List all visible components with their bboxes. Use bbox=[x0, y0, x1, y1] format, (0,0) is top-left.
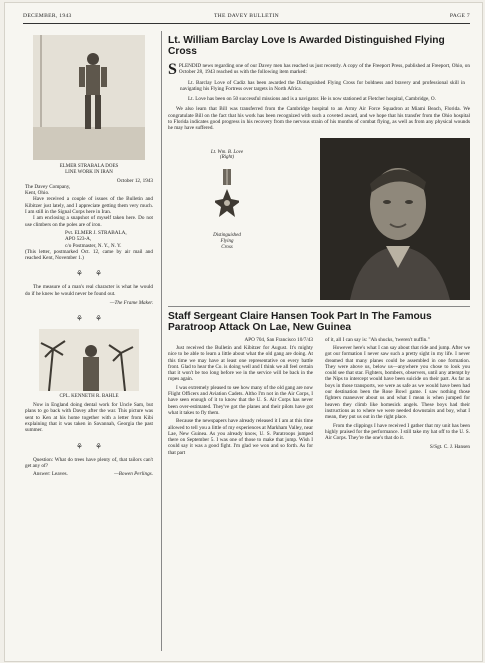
hansen-dateline: APO 704, San Francisco 10/7/43 bbox=[244, 336, 313, 343]
right-column bbox=[168, 35, 470, 456]
ornament-divider-3: ⚘⚘ bbox=[75, 441, 115, 451]
hansen-signature: S/Sgt. C. J. Hansen bbox=[429, 444, 470, 451]
character-quote: The measure of a man's real character is what he would do if he knew he would never be found out. bbox=[25, 284, 153, 297]
portrait-illustration bbox=[320, 138, 470, 300]
love-caption-block bbox=[168, 150, 286, 251]
hansen-article-title: Staff Sergeant Claire Hansen Took Part In The Famous Paratroop Attack On Lae, New Guinea bbox=[168, 310, 432, 333]
love-paragraph-4: We also learn that Bill was transferred from the Cambridge hospital to an Army Air Force Squadron at Miami Beach, Florida. We congratulate Bill on the fact that his work has been recognized with such a coveted award, and we hope that his transfer from the Ohio hospital to Florida indicates good progress in his recovery from the nervous strain of his months of combat flying, as well as from any physical wounds he may have suffered. bbox=[168, 106, 470, 132]
letter-body-2: I am enclosing a snapshot of myself taken here. Do not use climbers on the poles are of iron. bbox=[25, 215, 153, 228]
strabala-photo bbox=[33, 35, 145, 160]
hansen-column-2 bbox=[325, 337, 470, 456]
hansen-article bbox=[168, 306, 470, 456]
strabala-caption-line1: ELMER STRABALA DOES bbox=[59, 164, 119, 169]
soldier-palms-illustration bbox=[39, 329, 139, 391]
hansen-paragraph-2: I was extremely pleased to see how many of the old gang are now Flight Officers and Aviation Cadets. Altho I'm not in the Air Corps, I have seen enough of it to know that the U. S. Air Corps has never been over-estimated. They've got the planes and their pilots have got what it takes to fly them. bbox=[168, 384, 313, 416]
ornament-divider-2: ⚘⚘ bbox=[75, 314, 115, 324]
hansen-paragraph-5: However here's what I can say about that ride and jump. After we got our formation I never saw such a pretty sight in my life. I never dreamed that many planes could be assembled in one formation. They were above us, below us—anywhere you chose to look you could see that star. Fighters, bombers, observers, until any attempt by the Nips to intercept would have been suicide on their part. As far as boys in those transports, we were as safe as we would have been had our destination been the Rose Bowl game. I saw nothing those fighters maneuver about us and what I mean is when jumped for heaven they climb like homesick angels. These boys had their instructions as to where we were needed downstairs and boy, what I mean, they put us out in the right place. bbox=[325, 344, 470, 421]
letter-body: Have received a couple of issues of the Bulletin and Kibitzer just lately, and I appreciate getting them very much. I am still in the Signal Corps here in Iran. bbox=[25, 196, 153, 216]
medal-caption-1: Distinguished bbox=[213, 233, 241, 239]
ornament-divider: ⚘⚘ bbox=[75, 269, 115, 279]
love-article-body bbox=[168, 63, 470, 132]
love-article-title: Lt. William Barclay Love Is Awarded Distinguished Flying Cross bbox=[168, 35, 445, 57]
hansen-paragraph-3: Because the newspapers have already released it I am at this time allowed to tell you a little of my experiences at Markham Valley, near Lae, New Guinea. As you already know, U. S. Paratroops jumped there on September 5. I was one of those to make that jump. Wish I could say it was a good fight. I'm glad we won and so forth. As for that part bbox=[168, 418, 313, 456]
hansen-paragraph-4: of it, all I can say is: "Ah shucks, 'tweren't nuffin." bbox=[325, 336, 430, 343]
letter-note: (This letter, postmarked Oct. 12, came by air mail and reached Kent, November 1.) bbox=[25, 248, 153, 262]
running-header bbox=[23, 13, 470, 23]
love-photo-caption-name: Lt. Wm. B. Love bbox=[210, 149, 244, 155]
bahle-photo bbox=[39, 329, 139, 391]
hansen-paragraph-6: From the clippings I have received I gather that my unit has been highly praised for the performance. I still take my hat off to the U. S. Air Corps. They're the one's that do it. bbox=[325, 422, 470, 442]
header-page-number: PAGE 7 bbox=[449, 13, 470, 19]
left-column bbox=[25, 35, 153, 478]
letter-sign-name: Pvt. ELMER J. STRABALA, bbox=[65, 229, 127, 236]
love-paragraph-1: PLENDID news regarding one of our Davey men has reached us just recently. A copy of the Freeport Press, published at Freeport, Ohio, on October 28, 1943 reached us with the following item marked: bbox=[178, 63, 470, 76]
love-quote-2: Lt. Love has been on 50 successful missions and is a navigator. He is now stationed at Fletcher hospital, Cambridge, O. bbox=[188, 96, 436, 103]
soldier-figure-illustration bbox=[33, 35, 145, 160]
header-title: THE DAVEY BULLETIN bbox=[213, 13, 280, 19]
medal-caption-2: Flying bbox=[220, 239, 234, 245]
riddle-question: Question: What do trees have plenty of, that tailors can't get any of? bbox=[25, 456, 153, 469]
bahle-description: Now in England doing dental work for Uncle Sam, but plans to go back with Davey after the war. This picture was sent to Ken at his home together with a letter from Kibi explaining that it was taken in Savannah, Georgia the past summer. bbox=[25, 402, 153, 434]
letter-sign-postmaster: c/o Postmaster, N. Y., N. Y. bbox=[65, 242, 122, 249]
strabala-caption-line2: LINE WORK IN IRAN bbox=[65, 169, 113, 175]
letter-address-line2: Kent, Ohio. bbox=[25, 190, 50, 197]
dropcap-letter: S bbox=[168, 61, 177, 78]
medal-icon bbox=[215, 169, 239, 229]
medal-caption-3: Cross bbox=[221, 244, 233, 250]
header-rule bbox=[23, 23, 470, 24]
bahle-caption: CPL. KENNETH R. BAHLE bbox=[59, 394, 119, 400]
letter-sign-apo: APO 523-A, bbox=[65, 236, 92, 243]
hansen-paragraph-1: Just received the Bulletin and Kibitzer for August. It's mighty nice to be able to learn a little about what the old gang are doing. At this time we may have at least one representative on every battle front. Glad to hear the Co. is doing well and I think we all feel certain that it won't be too long before we in the service will be back in the ropes again. bbox=[168, 344, 313, 383]
hansen-column-1 bbox=[168, 337, 313, 456]
riddle-source: —Bowen Perlings. bbox=[114, 471, 153, 478]
column-divider bbox=[161, 31, 162, 651]
love-photo-caption-position: (Right) bbox=[219, 155, 235, 161]
newsletter-page bbox=[4, 2, 483, 662]
letter-date: October 12, 1943 bbox=[116, 177, 153, 184]
riddle-answer: Answer: Leaves. bbox=[33, 471, 68, 478]
character-quote-source: —The Frame Maker. bbox=[109, 300, 153, 307]
letter-address-line1: The Davey Company, bbox=[25, 183, 71, 190]
love-portrait-photo bbox=[320, 138, 470, 300]
header-date: DECEMBER, 1943 bbox=[23, 13, 72, 19]
love-quote-1: Lt. Barclay Love of Cadiz has been awarded the Distinguished Flying Cross for boldness and bravery and professional skill in navigating his Flying Fortress over targets in North Africa. bbox=[180, 79, 465, 92]
